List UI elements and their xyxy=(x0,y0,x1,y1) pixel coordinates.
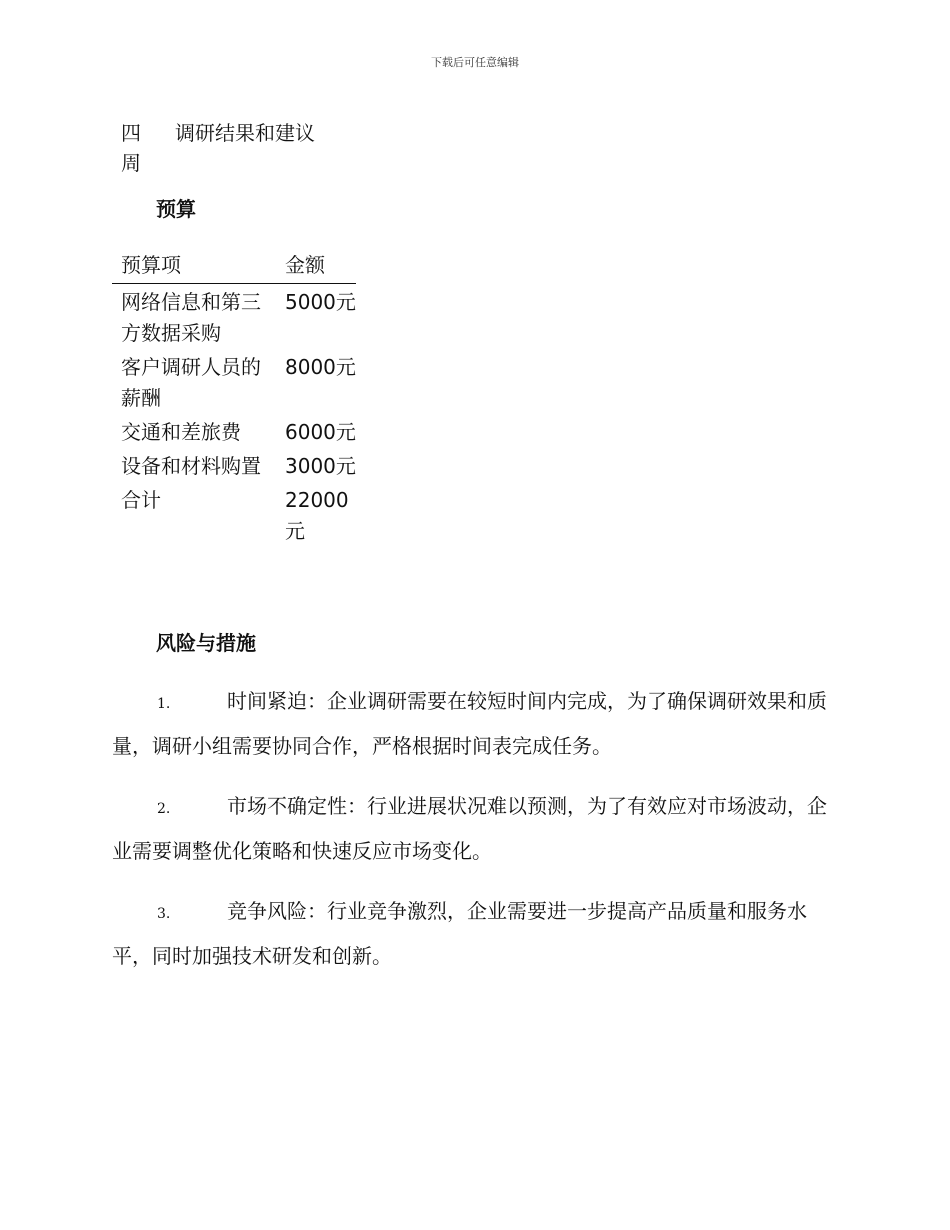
table-row xyxy=(112,448,356,482)
column-header-item: 预算项 xyxy=(112,250,276,284)
budget-amount: 6000元 xyxy=(285,420,356,444)
budget-item: 设备和材料购置 xyxy=(121,454,261,478)
list-item xyxy=(112,890,834,977)
table-row xyxy=(112,349,356,414)
table-row xyxy=(112,414,356,448)
list-text: 竞争风险：行业竞争激烈，企业需要进一步提高产品质量和服务水平，同时加强技术研发和创新。 xyxy=(112,899,807,968)
page-header: 下载后可任意编辑 xyxy=(431,56,519,69)
table-header-row xyxy=(112,250,356,284)
list-number: 2. xyxy=(157,801,171,817)
list-text: 时间紧迫：企业调研需要在较短时间内完成，为了确保调研效果和质量，调研小组需要协同合作，严格根据时间表完成任务。 xyxy=(112,689,827,758)
budget-item: 网络信息和第三方数据采购 xyxy=(121,290,261,345)
budget-amount: 5000元 xyxy=(285,290,356,314)
week-title: 调研结果和建议 xyxy=(175,121,315,145)
week-section xyxy=(121,118,315,178)
budget-table xyxy=(112,250,356,547)
budget-item: 交通和差旅费 xyxy=(121,420,241,444)
list-item xyxy=(112,785,834,872)
list-text: 市场不确定性：行业进展状况难以预测，为了有效应对市场波动，企业需要调整优化策略和快速反应市场变化。 xyxy=(112,794,827,863)
list-number: 3. xyxy=(157,906,171,922)
budget-amount: 22000元 xyxy=(285,488,349,543)
budget-amount: 8000元 xyxy=(285,355,356,379)
budget-item: 客户调研人员的薪酬 xyxy=(121,355,261,410)
budget-item: 合计 xyxy=(121,488,161,512)
risks-list xyxy=(112,680,834,995)
week-label-continued: 周 xyxy=(121,151,141,175)
risks-title: 风险与措施 xyxy=(156,631,256,655)
table-row xyxy=(112,284,356,350)
list-item xyxy=(112,680,834,767)
budget-title: 预算 xyxy=(156,197,196,221)
budget-amount: 3000元 xyxy=(285,454,356,478)
column-header-amount: 金额 xyxy=(276,250,356,284)
week-label: 四 xyxy=(121,121,141,145)
list-number: 1. xyxy=(157,696,171,712)
table-row-total xyxy=(112,482,356,547)
